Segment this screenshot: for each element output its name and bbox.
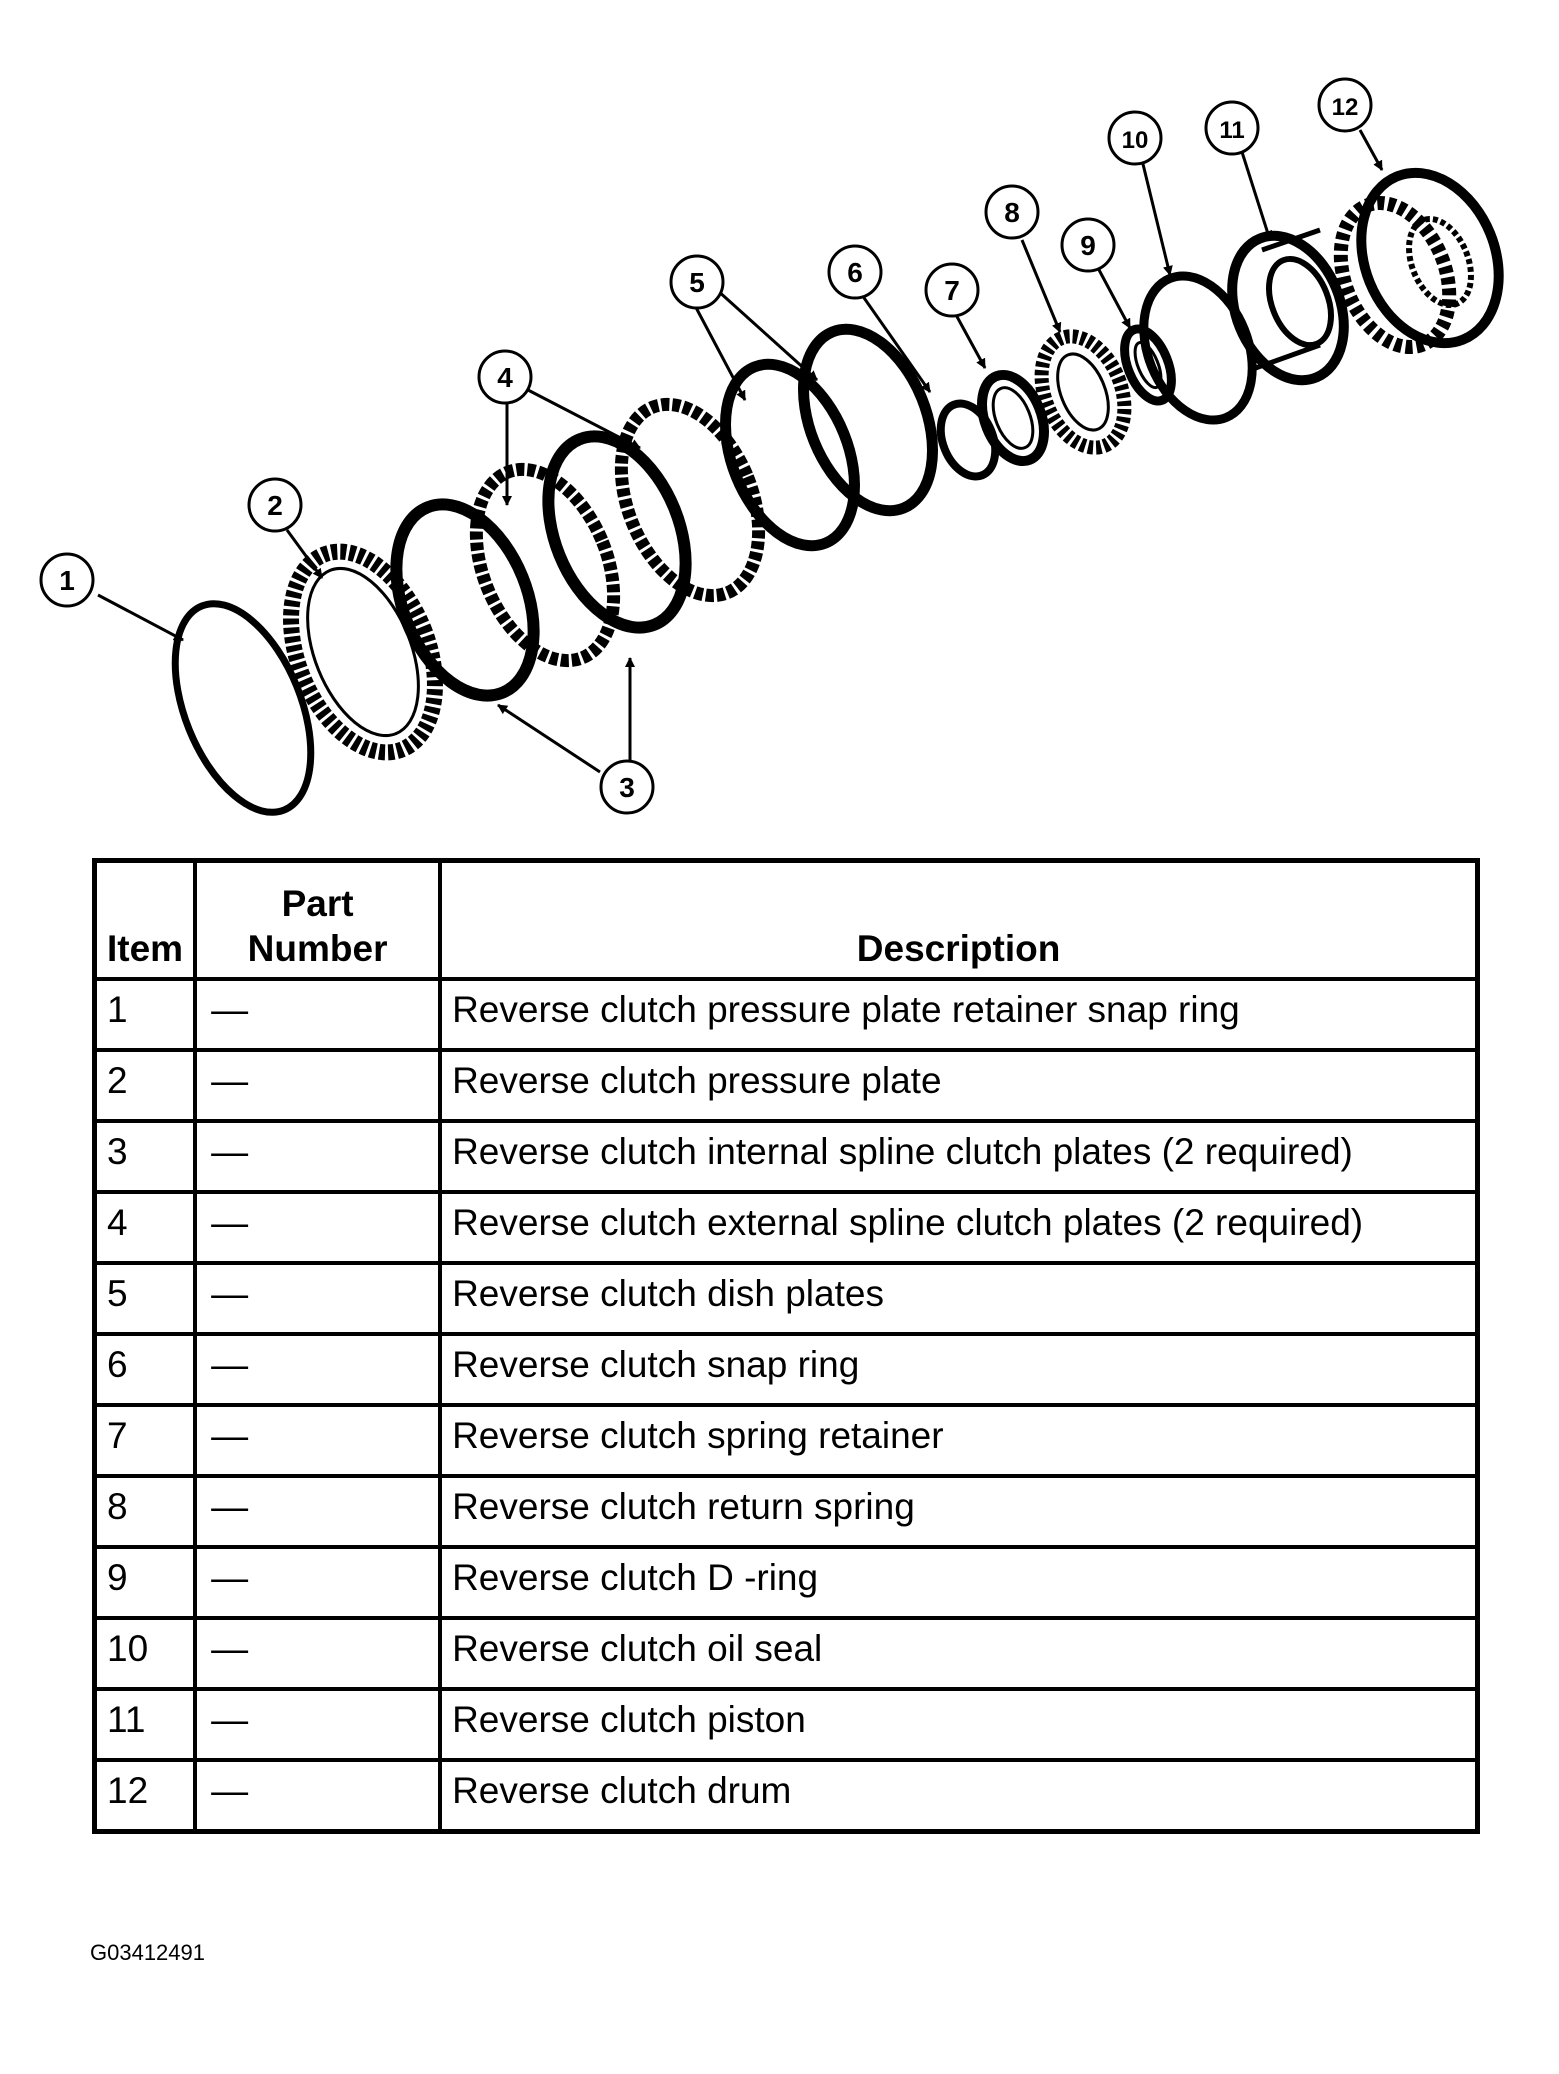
item-cell: 7	[95, 1405, 196, 1476]
header-description: Description	[440, 861, 1477, 980]
description-cell: Reverse clutch snap ring	[440, 1334, 1477, 1405]
description-cell: Reverse clutch pressure plate	[440, 1050, 1477, 1121]
description-cell: Reverse clutch piston	[440, 1689, 1477, 1760]
header-part-number	[195, 861, 440, 980]
table-row	[95, 979, 1478, 1050]
item-cell: 2	[95, 1050, 196, 1121]
part-number-cell: —	[195, 1405, 440, 1476]
part-12-drum	[1321, 152, 1524, 364]
table-row	[95, 1263, 1478, 1334]
callout-label-6: 6	[847, 257, 863, 288]
table-row	[95, 1760, 1478, 1832]
part-number-cell: —	[195, 979, 440, 1050]
part-number-cell: —	[195, 1689, 440, 1760]
callout-label-9: 9	[1080, 230, 1096, 261]
description-cell: Reverse clutch oil seal	[440, 1618, 1477, 1689]
callout-label-4: 4	[497, 362, 513, 393]
part-number-cell: —	[195, 1618, 440, 1689]
callout-label-7: 7	[944, 275, 960, 306]
description-cell: Reverse clutch spring retainer	[440, 1405, 1477, 1476]
header-part-line2: Number	[247, 927, 388, 969]
description-cell: Reverse clutch external spline clutch plates (2 required)	[440, 1192, 1477, 1263]
callout-label-8: 8	[1004, 197, 1020, 228]
part-number-cell: —	[195, 1476, 440, 1547]
item-cell: 12	[95, 1760, 196, 1832]
description-cell: Reverse clutch internal spline clutch plates (2 required)	[440, 1121, 1477, 1192]
item-cell: 6	[95, 1334, 196, 1405]
part-number-cell: —	[195, 1121, 440, 1192]
part-2-pressure-plate	[263, 530, 462, 773]
callout-label-10: 10	[1121, 127, 1149, 154]
item-cell: 5	[95, 1263, 196, 1334]
item-cell: 1	[95, 979, 196, 1050]
callout-label-1: 1	[59, 565, 75, 596]
table-row	[95, 1405, 1478, 1476]
part-5-dish-plates	[701, 310, 958, 565]
part-1-snap-ring	[148, 584, 338, 831]
item-cell: 9	[95, 1547, 196, 1618]
part-number-cell: —	[195, 1334, 440, 1405]
table-row	[95, 1121, 1478, 1192]
part-number-cell: —	[195, 1760, 440, 1832]
callout-label-3: 3	[619, 772, 635, 803]
table-row	[95, 1547, 1478, 1618]
header-part-line1: Part	[281, 882, 354, 924]
item-cell: 3	[95, 1121, 196, 1192]
callout-label-12: 12	[1331, 94, 1359, 121]
callout-circles	[41, 79, 1371, 813]
table-row	[95, 1689, 1478, 1760]
callout-label-11: 11	[1219, 117, 1245, 144]
table-row	[95, 1050, 1478, 1121]
description-cell: Reverse clutch D -ring	[440, 1547, 1477, 1618]
description-cell: Reverse clutch return spring	[440, 1476, 1477, 1547]
part-number-cell: —	[195, 1263, 440, 1334]
part-number-cell: —	[195, 1547, 440, 1618]
item-cell: 4	[95, 1192, 196, 1263]
table-row	[95, 1192, 1478, 1263]
table-row	[95, 1476, 1478, 1547]
table-row	[95, 1334, 1478, 1405]
description-cell: Reverse clutch dish plates	[440, 1263, 1477, 1334]
item-cell: 8	[95, 1476, 196, 1547]
part-number-cell: —	[195, 1050, 440, 1121]
item-cell: 11	[95, 1689, 196, 1760]
callout-label-2: 2	[267, 490, 283, 521]
callout-label-5: 5	[689, 267, 705, 298]
description-cell: Reverse clutch drum	[440, 1760, 1477, 1832]
figure-code: G03412491	[90, 1940, 205, 1965]
table-header-row	[95, 861, 1478, 980]
item-cell: 10	[95, 1618, 196, 1689]
parts-table	[92, 858, 1480, 1834]
exploded-view-diagram	[0, 0, 1559, 850]
description-cell: Reverse clutch pressure plate retainer snap ring	[440, 979, 1477, 1050]
table-row	[95, 1618, 1478, 1689]
part-number-cell: —	[195, 1192, 440, 1263]
header-item: Item	[95, 861, 196, 980]
